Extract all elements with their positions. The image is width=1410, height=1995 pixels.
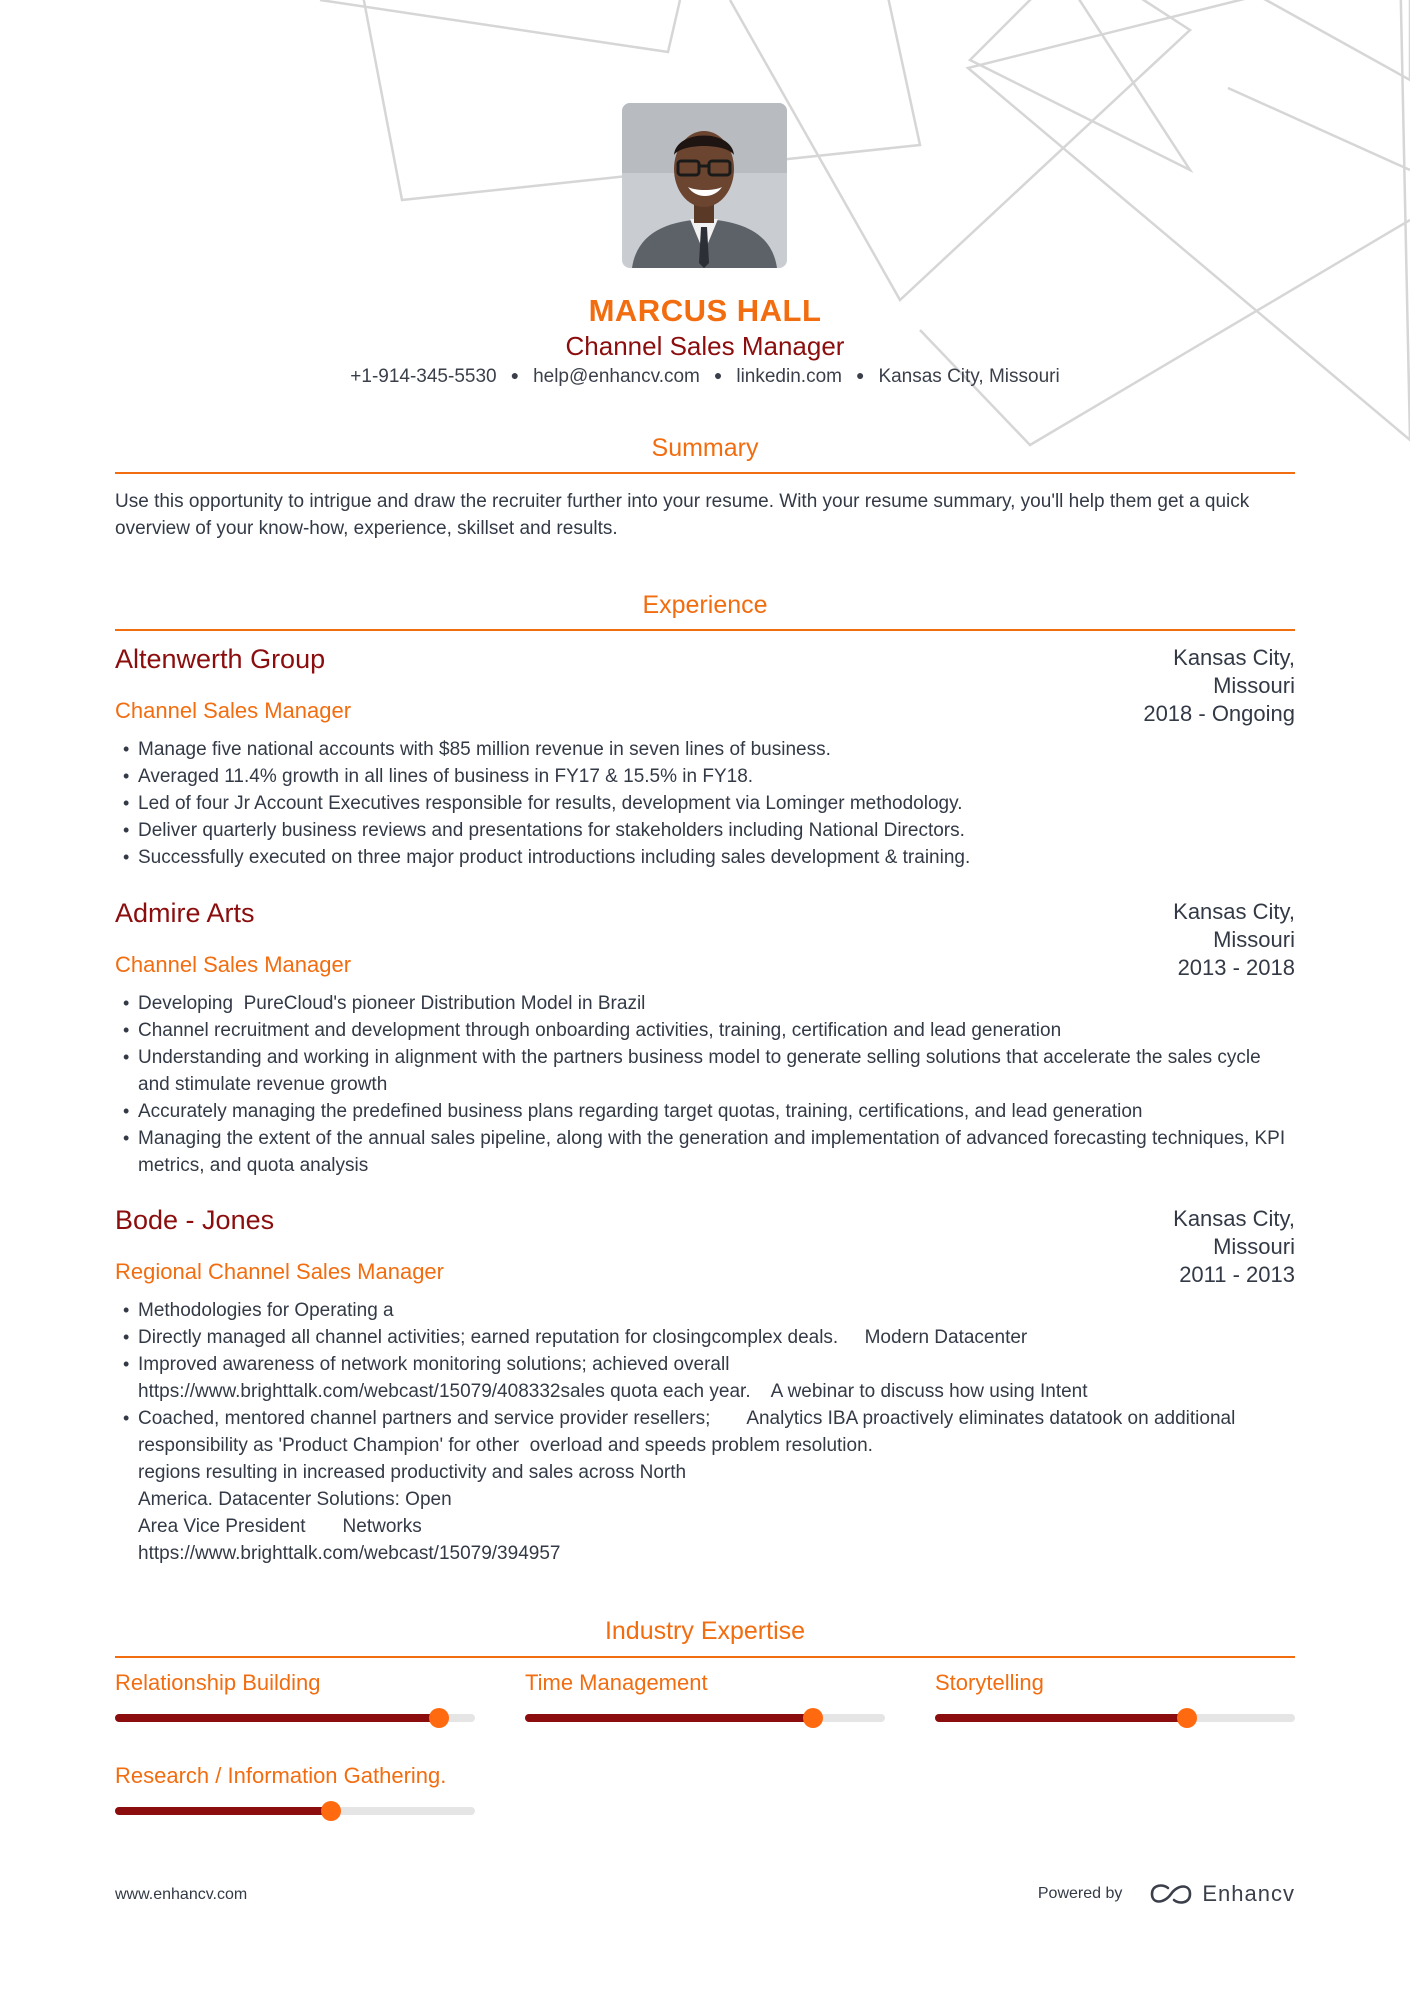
- bullet-item: • Coached, mentored channel partners and service provider resellers; Analytics IBA proactively eliminates datatook on additional responsibility as 'Product Champion' for other overload and speeds problem resolution. regions resulting in increased productivity and sales across North America. Datacenter Solutions: Open Area Vice President Networks https://www.brighttalk.com/webcast/15079/394957: [123, 1405, 1295, 1567]
- skill-bar-track: [115, 1807, 475, 1815]
- skill-name: Research / Information Gathering.: [115, 1763, 447, 1788]
- skill-bar-track: [935, 1714, 1295, 1722]
- skill-bar-fill: [525, 1714, 813, 1722]
- skill-level-knob: [803, 1708, 823, 1728]
- expertise-heading: Industry Expertise: [604, 1617, 806, 1645]
- powered-by-label: Powered by: [1037, 1885, 1123, 1902]
- summary-text: Use this opportunity to intrigue and draw the recruiter further into your resume. With your resume summary, you'll help them get a quick overview of your know-how, experience, skillset and results.: [115, 491, 1250, 539]
- bullet-item: • Successfully executed on three major product introductions including sales development & training.: [123, 844, 1295, 871]
- separator-dot: ●: [855, 367, 865, 383]
- separator-dot: ●: [713, 367, 723, 383]
- skill-level-knob: [429, 1708, 449, 1728]
- company-name: Altenwerth Group: [115, 644, 326, 674]
- bullet-item: • Averaged 11.4% growth in all lines of business in FY17 & 15.5% in FY18.: [123, 763, 1295, 790]
- skill-bar-track: [525, 1714, 885, 1722]
- bullet-item: • Manage five national accounts with $85 million revenue in seven lines of business.: [123, 736, 1295, 763]
- separator-dot: ●: [510, 367, 520, 383]
- job-position: Channel Sales Manager: [115, 698, 352, 723]
- skill-bar-fill: [935, 1714, 1187, 1722]
- job-bullets: [123, 990, 1295, 1179]
- job-dates: 2011 - 2013: [1179, 1262, 1295, 1287]
- skill-level-knob: [1177, 1708, 1197, 1728]
- summary-heading: Summary: [651, 434, 759, 462]
- job-bullets: [123, 1297, 1295, 1567]
- skill-bar-track: [115, 1714, 475, 1722]
- job-entry: [115, 898, 1295, 1178]
- location: Kansas City, Missouri: [878, 366, 1060, 387]
- job-entry: [115, 644, 1295, 874]
- company-name: Admire Arts: [115, 898, 255, 928]
- skill-bar-fill: [115, 1714, 439, 1722]
- section-divider: [115, 629, 1295, 631]
- job-meta: [1095, 644, 1295, 728]
- experience-heading: Experience: [642, 591, 768, 619]
- skill-level-knob: [321, 1801, 341, 1821]
- company-name: Bode - Jones: [115, 1205, 275, 1235]
- enhancv-logo-icon: [1148, 1882, 1194, 1906]
- email[interactable]: help@enhancv.com: [533, 366, 700, 387]
- bullet-item: • Methodologies for Operating a: [123, 1297, 1295, 1324]
- profile-photo: [622, 103, 787, 268]
- brand-name: Enhancv: [1202, 1881, 1295, 1906]
- job-meta: [1095, 1205, 1295, 1289]
- job-position: Channel Sales Manager: [115, 952, 352, 977]
- job-dates: 2013 - 2018: [1177, 955, 1295, 980]
- job-location: Kansas City, Missouri: [1173, 899, 1295, 952]
- bullet-item: • Accurately managing the predefined business plans regarding target quotas, training, certifications, and lead generation: [123, 1098, 1295, 1125]
- bullet-item: • Led of four Jr Account Executives responsible for results, development via Lominger methodology.: [123, 790, 1295, 817]
- bullet-item: • Improved awareness of network monitoring solutions; achieved overall https://www.brighttalk.com/webcast/15079/408332sales quota each year. A webinar to discuss how using Intent: [123, 1351, 1295, 1405]
- contact-line: [115, 366, 1295, 388]
- skill-bar-fill: [115, 1807, 331, 1815]
- job-meta: [1095, 898, 1295, 982]
- job-bullets: [123, 736, 1295, 871]
- phone: +1-914-345-5530: [350, 366, 497, 387]
- bullet-item: • Directly managed all channel activities; earned reputation for closingcomplex deals. Modern Datacenter: [123, 1324, 1295, 1351]
- bullet-item: • Developing PureCloud's pioneer Distribution Model in Brazil: [123, 990, 1295, 1017]
- job-location: Kansas City, Missouri: [1173, 1206, 1295, 1259]
- linkedin-link[interactable]: linkedin.com: [736, 366, 842, 387]
- footer-website[interactable]: www.enhancv.com: [115, 1886, 248, 1903]
- skill-name: Storytelling: [935, 1670, 1044, 1695]
- footer-branding: [1038, 1880, 1295, 1908]
- bullet-item: • Managing the extent of the annual sales pipeline, along with the generation and implementation of advanced forecasting techniques, KPI metrics, and quota analysis: [123, 1125, 1295, 1179]
- job-location: Kansas City, Missouri: [1173, 645, 1295, 698]
- job-dates: 2018 - Ongoing: [1143, 701, 1295, 726]
- bullet-item: • Understanding and working in alignment with the partners business model to generate selling solutions that accelerate the sales cycle and stimulate revenue growth: [123, 1044, 1295, 1098]
- bullet-item: • Channel recruitment and development through onboarding activities, training, certification and lead generation: [123, 1017, 1295, 1044]
- candidate-name: MARCUS HALL: [588, 293, 822, 328]
- bullet-item: • Deliver quarterly business reviews and presentations for stakeholders including National Directors.: [123, 817, 1295, 844]
- section-divider: [115, 1656, 1295, 1658]
- candidate-title: Channel Sales Manager: [565, 331, 845, 361]
- job-position: Regional Channel Sales Manager: [115, 1259, 444, 1284]
- section-divider: [115, 472, 1295, 474]
- skill-name: Time Management: [525, 1670, 708, 1695]
- skill-name: Relationship Building: [115, 1670, 321, 1695]
- job-entry: [115, 1205, 1295, 1585]
